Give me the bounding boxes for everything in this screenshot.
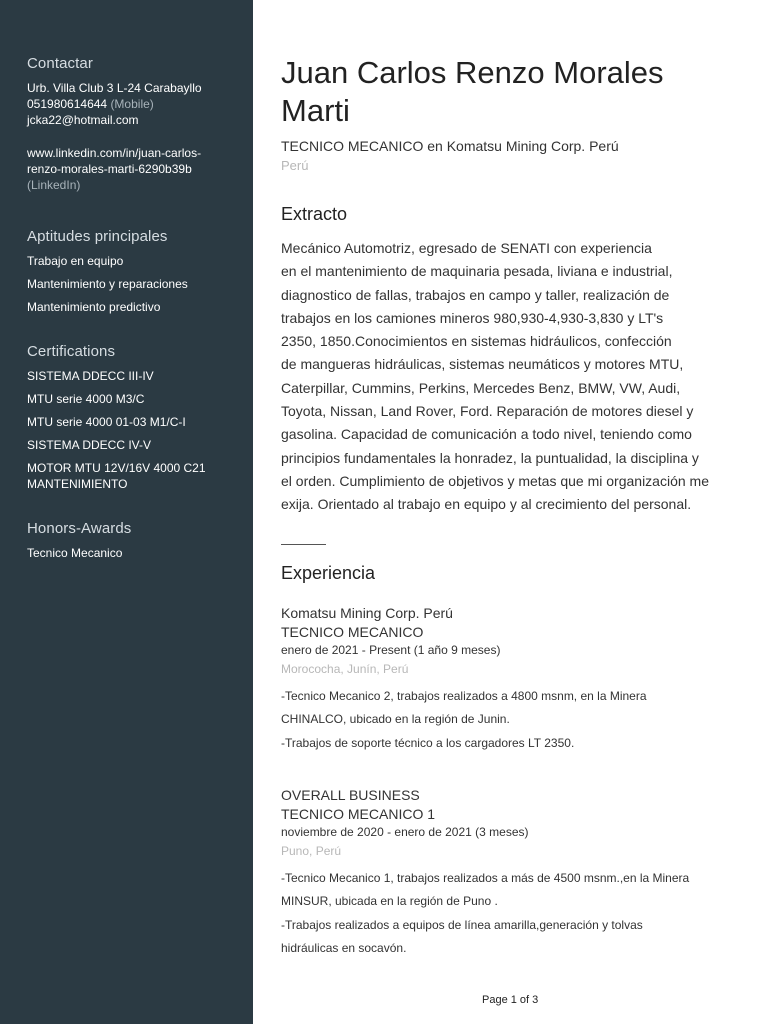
job-location: Puno, Perú xyxy=(281,844,342,858)
section-divider xyxy=(281,544,326,545)
skills-section xyxy=(27,228,243,322)
job-company: Komatsu Mining Corp. Perú xyxy=(281,605,453,621)
profile-headline: TECNICO MECANICO en Komatsu Mining Corp. Perú xyxy=(281,138,619,154)
profile-name-line-1: Juan Carlos Renzo Morales xyxy=(281,55,664,90)
contact-email[interactable]: jcka22@hotmail.com xyxy=(27,113,139,127)
certification-item: SISTEMA DDECC III-IV xyxy=(27,369,154,383)
contact-address: Urb. Villa Club 3 L-24 Carabayllo xyxy=(27,81,202,95)
certification-item: MTU serie 4000 M3/C xyxy=(27,392,145,406)
job-title: TECNICO MECANICO 1 xyxy=(281,806,436,822)
summary-line: principios fundamentales la honradez, la puntualidad, la disciplina y xyxy=(281,449,699,466)
certifications-heading: Certifications xyxy=(27,343,116,360)
contact-phone: 051980614644 xyxy=(27,97,108,111)
contact-phone-row xyxy=(27,96,243,112)
summary-line: Caterpillar, Cummins, Perkins, Mercedes Benz, BMW, VW, Audi, xyxy=(281,379,681,396)
page-number: Page 1 of 3 xyxy=(482,994,539,1006)
job-entry xyxy=(281,785,746,960)
linkedin-link[interactable] xyxy=(27,145,243,193)
certification-item: MTU serie 4000 01-03 M1/C-I xyxy=(27,415,186,429)
job-company: OVERALL BUSINESS xyxy=(281,787,420,803)
linkedin-label: (LinkedIn) xyxy=(27,178,81,192)
certification-item: MOTOR MTU 12V/16V 4000 C21 xyxy=(27,461,206,475)
skill-item: Mantenimiento y reparaciones xyxy=(27,277,188,291)
profile-name-line-2: Marti xyxy=(281,93,350,128)
summary-line: diagnostico de fallas, trabajos en campo y taller, realización de xyxy=(281,286,670,303)
summary-line: exija. Orientado al trabajo en equipo y al crecimiento del personal. xyxy=(281,496,692,513)
summary-heading: Extracto xyxy=(281,204,348,224)
certifications-section xyxy=(27,343,243,499)
skill-item: Mantenimiento predictivo xyxy=(27,300,161,314)
profile-name xyxy=(281,54,751,130)
sidebar xyxy=(0,0,253,1024)
linkedin-url-line-2: renzo-morales-marti-6290b39b xyxy=(27,162,192,176)
summary-line: Mecánico Automotriz, egresado de SENATI con experiencia xyxy=(281,240,652,256)
summary-text xyxy=(281,237,746,517)
summary-line: el orden. Cumplimiento de objetivos y metas que mi organización me xyxy=(281,472,709,489)
job-entry xyxy=(281,603,746,755)
job-title: TECNICO MECANICO xyxy=(281,624,424,640)
summary-line: de mangueras hidráulicas, sistemas neumáticos y motores MTU, xyxy=(281,356,684,373)
summary-line: trabajos en los camiones mineros 980,930-4,930-3,830 y LT's xyxy=(281,309,664,326)
job-description xyxy=(281,867,746,960)
summary-line: en el mantenimiento de maquinaria pesada, liviana e industrial, xyxy=(281,263,673,280)
skills-heading: Aptitudes principales xyxy=(27,228,168,245)
summary-line: 2350, 1850.Conocimientos en sistemas hidráulicos, confección xyxy=(281,333,672,350)
contact-phone-label: (Mobile) xyxy=(110,97,154,111)
linkedin-url-line-1: www.linkedin.com/in/juan-carlos- xyxy=(27,146,202,160)
honors-heading: Honors-Awards xyxy=(27,520,132,537)
honors-section xyxy=(27,520,243,568)
summary-line: Toyota, Nissan, Land Rover, Ford. Reparación de motores diesel y xyxy=(281,403,694,420)
job-description xyxy=(281,685,746,755)
job-dates: enero de 2021 - Present (1 año 9 meses) xyxy=(281,643,501,657)
skill-item: Trabajo en equipo xyxy=(27,254,124,268)
job-description-line: hidráulicas en socavón. xyxy=(281,940,407,955)
experience-heading: Experiencia xyxy=(281,563,376,583)
job-description-line: -Trabajos de soporte técnico a los cargadores LT 2350. xyxy=(281,735,575,750)
job-description-line: MINSUR, ubicada en la región de Puno . xyxy=(281,894,498,909)
certification-item: SISTEMA DDECC IV-V xyxy=(27,438,152,452)
job-description-line: -Tecnico Mecanico 1, trabajos realizados a más de 4500 msnm.,en la Minera xyxy=(281,871,690,885)
job-description-line: CHINALCO, ubicado en la región de Junin. xyxy=(281,712,510,727)
profile-location: Perú xyxy=(281,158,309,173)
job-dates: noviembre de 2020 - enero de 2021 (3 meses) xyxy=(281,825,529,839)
job-location: Morococha, Junín, Perú xyxy=(281,662,409,676)
job-description-line: -Trabajos realizados a equipos de línea amarilla,generación y tolvas xyxy=(281,917,643,932)
main-content xyxy=(281,0,751,1024)
certification-item: MANTENIMIENTO xyxy=(27,477,128,491)
honor-item: Tecnico Mecanico xyxy=(27,546,123,560)
contact-section xyxy=(27,55,243,193)
contact-heading: Contactar xyxy=(27,55,93,72)
job-description-line: -Tecnico Mecanico 2, trabajos realizados a 4800 msnm, en la Minera xyxy=(281,689,647,703)
summary-line: gasolina. Capacidad de comunicación a todo nivel, teniendo como xyxy=(281,426,692,443)
